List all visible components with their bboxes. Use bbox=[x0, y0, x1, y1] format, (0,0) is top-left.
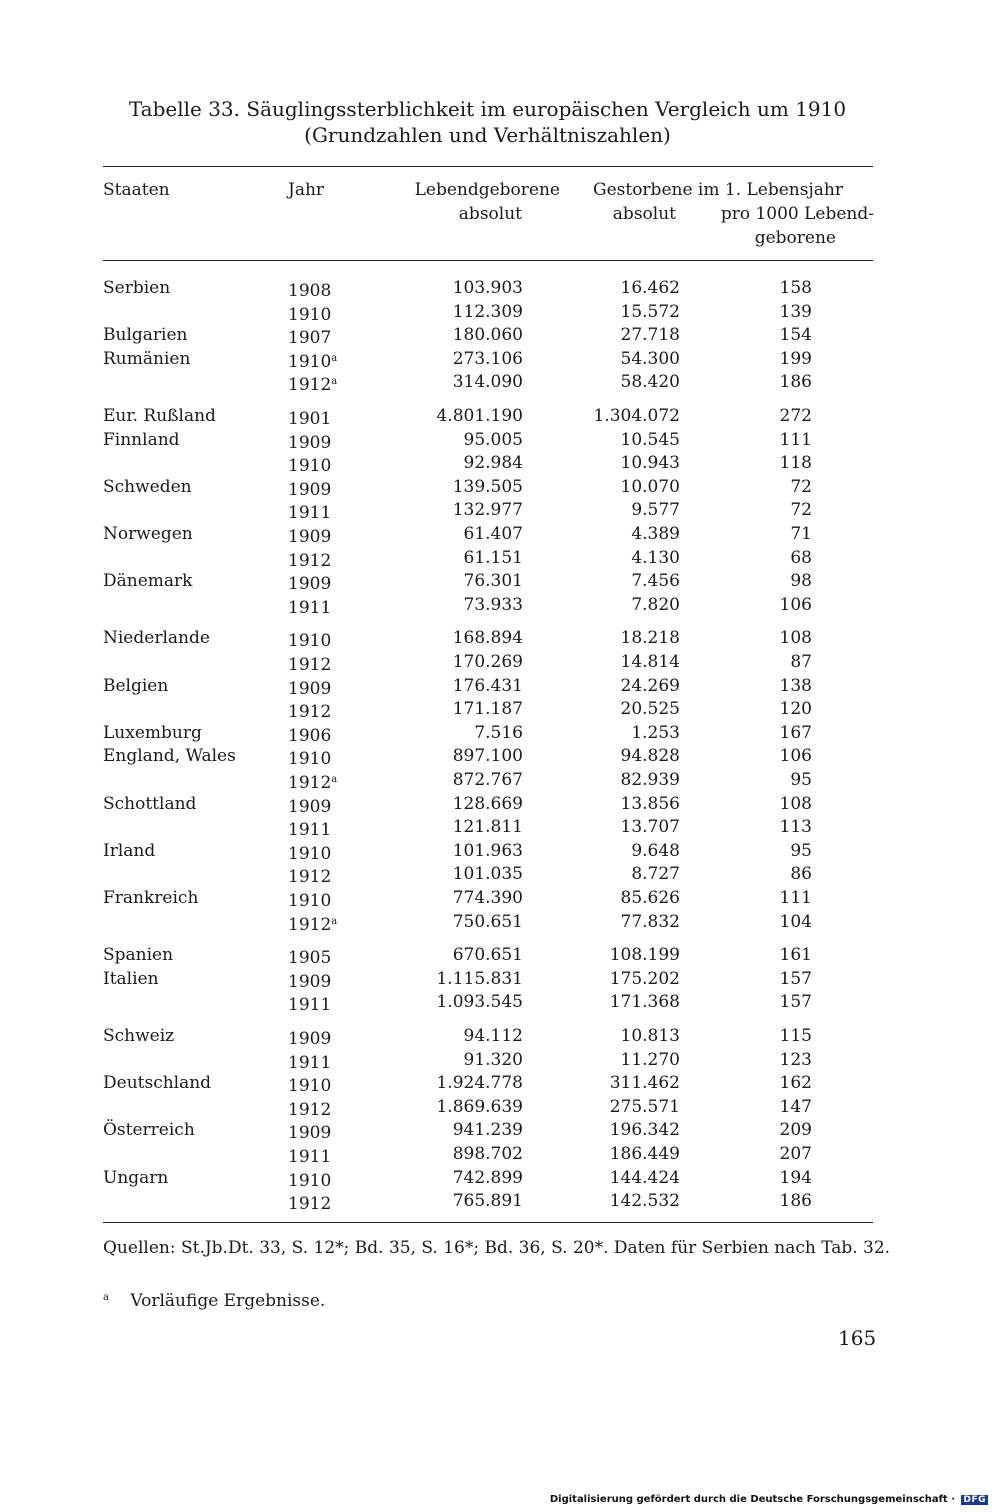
cell-live-births: 91.320 bbox=[463, 1049, 523, 1070]
cell-rate-per-1000: 272 bbox=[779, 406, 812, 426]
header-year: Jahr bbox=[288, 180, 325, 200]
table-row bbox=[0, 546, 1000, 570]
table-row bbox=[0, 886, 1000, 910]
table-row bbox=[0, 1189, 1000, 1213]
cell-year-value: 1910 bbox=[288, 1170, 332, 1191]
cell-rate-per-1000: 113 bbox=[779, 817, 812, 838]
cell-infant-deaths: 10.070 bbox=[620, 476, 680, 497]
cell-infant-deaths: 196.342 bbox=[609, 1120, 680, 1141]
cell-state: Schweiz bbox=[103, 1026, 175, 1046]
cell-rate-per-1000: 162 bbox=[779, 1073, 812, 1094]
cell-live-births: 61.407 bbox=[463, 524, 523, 544]
cell-year-value: 1909 bbox=[288, 479, 332, 500]
cell-rate-per-1000: 106 bbox=[779, 594, 812, 615]
cell-year-value: 1911 bbox=[288, 820, 332, 841]
cell-year-value: 1910 bbox=[288, 456, 332, 477]
table-row bbox=[0, 815, 1000, 839]
cell-state: Eur. Rußland bbox=[103, 406, 216, 426]
cell-year-value: 1909 bbox=[288, 527, 332, 547]
table-row bbox=[0, 862, 1000, 886]
cell-rate-per-1000: 209 bbox=[779, 1120, 812, 1141]
cell-year-value: 1910 bbox=[288, 843, 332, 864]
cell-year-value: 1911 bbox=[288, 503, 332, 524]
cell-state: England, Wales bbox=[103, 746, 236, 767]
cell-rate-per-1000: 167 bbox=[779, 722, 812, 743]
cell-infant-deaths: 142.532 bbox=[609, 1191, 680, 1212]
cell-live-births: 1.924.778 bbox=[436, 1073, 523, 1094]
cell-infant-deaths: 171.368 bbox=[609, 992, 680, 1013]
cell-infant-deaths: 27.718 bbox=[620, 325, 680, 346]
cell-live-births: 1.093.545 bbox=[436, 992, 523, 1013]
cell-live-births: 7.516 bbox=[474, 722, 523, 743]
cell-state: Norwegen bbox=[103, 524, 193, 544]
cell-infant-deaths: 1.253 bbox=[631, 722, 680, 743]
cell-rate-per-1000: 139 bbox=[779, 301, 812, 322]
header-died-group: Gestorbene im 1. Lebensjahr bbox=[593, 180, 843, 200]
cell-infant-deaths: 108.199 bbox=[609, 945, 680, 966]
cell-infant-deaths: 4.389 bbox=[631, 524, 680, 544]
cell-infant-deaths: 58.420 bbox=[620, 372, 680, 393]
cell-year-value: 1911 bbox=[288, 1052, 332, 1073]
cell-year-value: 1911 bbox=[288, 597, 332, 618]
cell-state: Luxemburg bbox=[103, 722, 202, 743]
cell-live-births: 314.090 bbox=[452, 372, 523, 393]
table-row bbox=[0, 626, 1000, 650]
table-row bbox=[0, 347, 1000, 371]
cell-year-value: 1906 bbox=[288, 725, 332, 746]
cell-live-births: 1.869.639 bbox=[436, 1096, 523, 1117]
cell-state: Serbien bbox=[103, 278, 171, 298]
cell-live-births: 168.894 bbox=[452, 628, 523, 649]
cell-rate-per-1000: 186 bbox=[779, 372, 812, 393]
cell-infant-deaths: 14.814 bbox=[620, 652, 680, 672]
dfg-footer-text: Digitalisierung gefördert durch die Deutsche Forschungsgemeinschaft bbox=[549, 1494, 948, 1505]
cell-rate-per-1000: 111 bbox=[779, 888, 812, 908]
table-row bbox=[0, 650, 1000, 674]
cell-infant-deaths: 82.939 bbox=[620, 770, 680, 790]
cell-rate-per-1000: 86 bbox=[790, 864, 812, 885]
cell-infant-deaths: 275.571 bbox=[609, 1096, 680, 1117]
cell-year-value: 1910 bbox=[288, 304, 332, 325]
cell-year-value: 1909 bbox=[288, 574, 332, 595]
dfg-footer: Digitalisierung gefördert durch die Deutsche Forschungsgemeinschaft · DFG bbox=[549, 1494, 986, 1505]
table-row bbox=[0, 569, 1000, 593]
cell-rate-per-1000: 161 bbox=[779, 945, 812, 966]
table-row bbox=[0, 1166, 1000, 1190]
cell-live-births: 76.301 bbox=[463, 571, 523, 592]
header-rule bbox=[103, 260, 873, 261]
cell-live-births: 872.767 bbox=[452, 770, 523, 790]
cell-state: Deutschland bbox=[103, 1073, 212, 1094]
table-row bbox=[0, 910, 1000, 934]
cell-live-births: 101.963 bbox=[452, 840, 523, 861]
cell-state: Frankreich bbox=[103, 888, 199, 908]
table-row bbox=[0, 768, 1000, 792]
cell-live-births: 176.431 bbox=[452, 675, 523, 696]
dfg-logo: DFG bbox=[963, 1495, 986, 1505]
cell-year-value: 1909 bbox=[288, 971, 332, 992]
cell-infant-deaths: 15.572 bbox=[620, 301, 680, 322]
top-rule bbox=[103, 166, 873, 167]
table-row bbox=[0, 721, 1000, 745]
cell-live-births: 765.891 bbox=[452, 1191, 523, 1212]
cell-year bbox=[288, 910, 337, 937]
cell-year-value: 1912 bbox=[288, 550, 332, 571]
cell-rate-per-1000: 120 bbox=[779, 699, 812, 720]
header-born-line-2: absolut bbox=[458, 204, 522, 224]
bottom-rule bbox=[103, 1222, 873, 1223]
cell-rate-per-1000: 87 bbox=[790, 652, 812, 672]
cell-rate-per-1000: 199 bbox=[779, 348, 812, 369]
cell-year bbox=[288, 990, 331, 1017]
cell-year-value: 1905 bbox=[288, 948, 332, 969]
cell-live-births: 132.977 bbox=[452, 500, 523, 521]
cell-year-footnote-mark: a bbox=[331, 774, 338, 785]
cell-live-births: 170.269 bbox=[452, 652, 523, 672]
cell-infant-deaths: 24.269 bbox=[620, 675, 680, 696]
cell-infant-deaths: 9.648 bbox=[631, 840, 680, 861]
cell-year-value: 1909 bbox=[288, 432, 332, 453]
table-row bbox=[0, 1142, 1000, 1166]
cell-rate-per-1000: 104 bbox=[779, 911, 812, 932]
page-number: 165 bbox=[838, 1326, 877, 1350]
cell-state: Schweden bbox=[103, 476, 192, 497]
cell-year-value: 1912 bbox=[288, 1194, 332, 1215]
cell-state: Österreich bbox=[103, 1120, 195, 1141]
cell-infant-deaths: 311.462 bbox=[609, 1073, 680, 1094]
cell-rate-per-1000: 68 bbox=[790, 547, 812, 568]
table-row bbox=[0, 839, 1000, 863]
cell-rate-per-1000: 108 bbox=[779, 793, 812, 814]
cell-infant-deaths: 186.449 bbox=[609, 1144, 680, 1164]
cell-infant-deaths: 175.202 bbox=[609, 968, 680, 989]
table-row bbox=[0, 943, 1000, 967]
cell-live-births: 750.651 bbox=[452, 911, 523, 932]
cell-live-births: 139.505 bbox=[452, 476, 523, 497]
header-rate-line-1: pro 1000 Lebend- bbox=[720, 204, 874, 224]
cell-year bbox=[288, 370, 337, 397]
cell-infant-deaths: 10.943 bbox=[620, 453, 680, 474]
cell-rate-per-1000: 207 bbox=[779, 1144, 812, 1164]
cell-live-births: 171.187 bbox=[452, 699, 523, 720]
cell-year-value: 1912 bbox=[288, 375, 332, 396]
cell-live-births: 273.106 bbox=[452, 348, 523, 369]
cell-infant-deaths: 13.707 bbox=[620, 817, 680, 838]
cell-rate-per-1000: 158 bbox=[779, 278, 812, 298]
cell-rate-per-1000: 138 bbox=[779, 675, 812, 696]
cell-year-value: 1909 bbox=[288, 796, 332, 817]
cell-live-births: 180.060 bbox=[452, 325, 523, 346]
cell-infant-deaths: 77.832 bbox=[620, 911, 680, 932]
cell-year-value: 1901 bbox=[288, 409, 332, 429]
cell-live-births: 4.801.190 bbox=[436, 406, 523, 426]
cell-state: Belgien bbox=[103, 675, 169, 696]
cell-year bbox=[288, 593, 331, 620]
table-row bbox=[0, 498, 1000, 522]
cell-infant-deaths: 4.130 bbox=[631, 547, 680, 568]
cell-rate-per-1000: 118 bbox=[779, 453, 812, 474]
cell-infant-deaths: 9.577 bbox=[631, 500, 680, 521]
cell-state: Niederlande bbox=[103, 628, 210, 649]
cell-live-births: 101.035 bbox=[452, 864, 523, 885]
table-row bbox=[0, 451, 1000, 475]
cell-year-value: 1910 bbox=[288, 1076, 332, 1097]
cell-state: Irland bbox=[103, 840, 156, 861]
cell-infant-deaths: 54.300 bbox=[620, 348, 680, 369]
cell-infant-deaths: 94.828 bbox=[620, 746, 680, 767]
cell-rate-per-1000: 72 bbox=[790, 500, 812, 521]
cell-year-value: 1910 bbox=[288, 631, 332, 652]
header-state: Staaten bbox=[103, 180, 170, 200]
cell-state: Schottland bbox=[103, 793, 197, 814]
cell-state: Rumänien bbox=[103, 348, 191, 369]
cell-infant-deaths: 20.525 bbox=[620, 699, 680, 720]
header-born-line-1: Lebendgeborene bbox=[414, 180, 560, 200]
cell-rate-per-1000: 111 bbox=[779, 429, 812, 450]
header-died-absolute: absolut bbox=[612, 204, 676, 224]
cell-rate-per-1000: 95 bbox=[790, 840, 812, 861]
cell-year-value: 1908 bbox=[288, 281, 332, 301]
cell-live-births: 121.811 bbox=[452, 817, 523, 838]
table-row bbox=[0, 522, 1000, 546]
table-row bbox=[0, 593, 1000, 617]
cell-year-value: 1912 bbox=[288, 655, 332, 675]
cell-live-births: 941.239 bbox=[452, 1120, 523, 1141]
table-row bbox=[0, 792, 1000, 816]
cell-year-value: 1912 bbox=[288, 867, 332, 888]
cell-state: Spanien bbox=[103, 945, 174, 966]
cell-infant-deaths: 1.304.072 bbox=[593, 406, 680, 426]
cell-infant-deaths: 10.545 bbox=[620, 429, 680, 450]
table-row bbox=[0, 697, 1000, 721]
table-row bbox=[0, 1024, 1000, 1048]
cell-live-births: 898.702 bbox=[452, 1144, 523, 1164]
cell-year-value: 1910 bbox=[288, 351, 332, 372]
cell-live-births: 95.005 bbox=[463, 429, 523, 450]
footnote-mark: a bbox=[103, 1292, 109, 1303]
cell-year-footnote-mark: a bbox=[331, 352, 338, 364]
table-row bbox=[0, 674, 1000, 698]
header-rate-line-2: geborene bbox=[754, 228, 836, 248]
table-row bbox=[0, 475, 1000, 499]
cell-rate-per-1000: 157 bbox=[779, 968, 812, 989]
cell-year-value: 1907 bbox=[288, 328, 332, 349]
cell-year-value: 1910 bbox=[288, 749, 332, 770]
cell-rate-per-1000: 123 bbox=[779, 1049, 812, 1070]
cell-rate-per-1000: 186 bbox=[779, 1191, 812, 1212]
cell-live-births: 1.115.831 bbox=[436, 968, 523, 989]
table-row bbox=[0, 276, 1000, 300]
table-row bbox=[0, 404, 1000, 428]
cell-state: Dänemark bbox=[103, 571, 193, 592]
cell-live-births: 897.100 bbox=[452, 746, 523, 767]
cell-year-footnote-mark: a bbox=[331, 376, 338, 388]
cell-rate-per-1000: 157 bbox=[779, 992, 812, 1013]
table-row bbox=[0, 370, 1000, 394]
cell-year-value: 1910 bbox=[288, 891, 332, 911]
table-title-line-2: (Grundzahlen und Verhältniszahlen) bbox=[304, 123, 671, 147]
cell-infant-deaths: 144.424 bbox=[609, 1167, 680, 1188]
table-row bbox=[0, 428, 1000, 452]
table-row bbox=[0, 990, 1000, 1014]
cell-live-births: 92.984 bbox=[463, 453, 523, 474]
cell-state: Finnland bbox=[103, 429, 180, 450]
cell-infant-deaths: 8.727 bbox=[631, 864, 680, 885]
cell-live-births: 73.933 bbox=[463, 594, 523, 615]
cell-infant-deaths: 13.856 bbox=[620, 793, 680, 814]
cell-infant-deaths: 10.813 bbox=[620, 1026, 680, 1046]
cell-year-value: 1912 bbox=[288, 702, 332, 723]
table-row bbox=[0, 323, 1000, 347]
cell-live-births: 94.112 bbox=[463, 1026, 523, 1046]
cell-year-value: 1912 bbox=[288, 914, 332, 935]
footnote bbox=[103, 1286, 325, 1313]
cell-rate-per-1000: 115 bbox=[779, 1026, 812, 1046]
cell-rate-per-1000: 71 bbox=[790, 524, 812, 544]
cell-year-footnote-mark: a bbox=[331, 915, 338, 927]
table-row bbox=[0, 744, 1000, 768]
cell-state: Italien bbox=[103, 968, 159, 989]
table-row bbox=[0, 967, 1000, 991]
cell-rate-per-1000: 106 bbox=[779, 746, 812, 767]
cell-year-value: 1911 bbox=[288, 1147, 332, 1167]
table-row bbox=[0, 1118, 1000, 1142]
cell-infant-deaths: 18.218 bbox=[620, 628, 680, 649]
cell-rate-per-1000: 194 bbox=[779, 1167, 812, 1188]
cell-live-births: 103.903 bbox=[452, 278, 523, 298]
table-title-line-1: Tabelle 33. Säuglingssterblichkeit im europäischen Vergleich um 1910 bbox=[128, 97, 847, 121]
cell-rate-per-1000: 108 bbox=[779, 628, 812, 649]
cell-infant-deaths: 7.820 bbox=[631, 594, 680, 615]
table-row bbox=[0, 1048, 1000, 1072]
table-title bbox=[100, 96, 875, 148]
cell-rate-per-1000: 154 bbox=[779, 325, 812, 346]
footnote-text: Vorläufige Ergebnisse. bbox=[130, 1291, 326, 1311]
sources-note: Quellen: St.Jb.Dt. 33, S. 12*; Bd. 35, S. 16*; Bd. 36, S. 20*. Daten für Serbien nach Tab. 32. bbox=[103, 1238, 891, 1258]
cell-year-value: 1909 bbox=[288, 1123, 332, 1144]
cell-live-births: 128.669 bbox=[452, 793, 523, 814]
table-row bbox=[0, 300, 1000, 324]
cell-year-value: 1912 bbox=[288, 1099, 332, 1120]
cell-year-value: 1912 bbox=[288, 773, 332, 793]
table-row bbox=[0, 1095, 1000, 1119]
table-row bbox=[0, 1071, 1000, 1095]
cell-live-births: 774.390 bbox=[452, 888, 523, 908]
cell-year-value: 1909 bbox=[288, 1029, 332, 1049]
cell-live-births: 670.651 bbox=[452, 945, 523, 966]
cell-live-births: 61.151 bbox=[463, 547, 523, 568]
cell-rate-per-1000: 95 bbox=[790, 770, 812, 790]
cell-infant-deaths: 7.456 bbox=[631, 571, 680, 592]
cell-state: Bulgarien bbox=[103, 325, 188, 346]
cell-state: Ungarn bbox=[103, 1167, 169, 1188]
cell-infant-deaths: 85.626 bbox=[620, 888, 680, 908]
cell-infant-deaths: 16.462 bbox=[620, 278, 680, 298]
cell-rate-per-1000: 72 bbox=[790, 476, 812, 497]
cell-rate-per-1000: 147 bbox=[779, 1096, 812, 1117]
cell-year-value: 1911 bbox=[288, 995, 332, 1016]
cell-infant-deaths: 11.270 bbox=[620, 1049, 680, 1070]
cell-rate-per-1000: 98 bbox=[790, 571, 812, 592]
cell-year-value: 1909 bbox=[288, 678, 332, 699]
cell-year bbox=[288, 1189, 331, 1216]
cell-live-births: 112.309 bbox=[452, 301, 523, 322]
cell-live-births: 742.899 bbox=[452, 1167, 523, 1188]
